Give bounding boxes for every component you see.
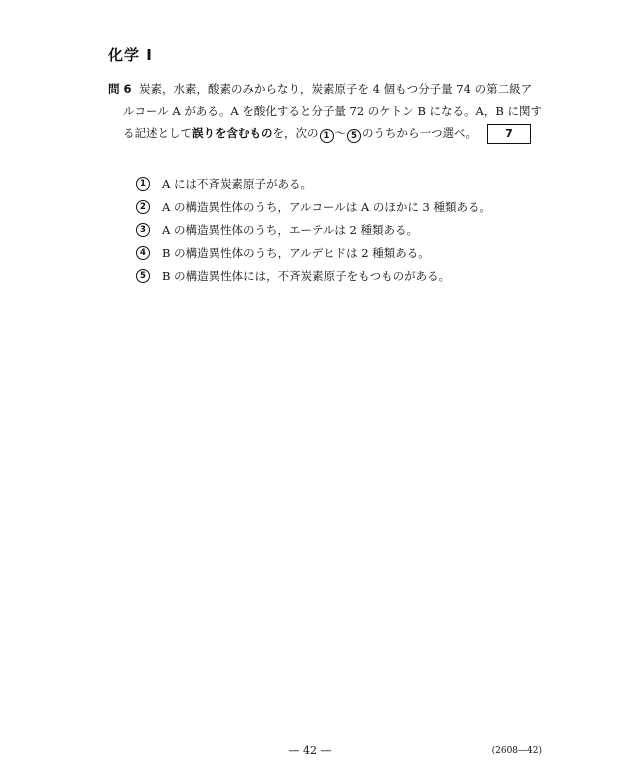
- range-separator: 〜: [334, 126, 346, 140]
- choice-text: A の構造異性体のうち，エーテルは 2 種類ある。: [162, 222, 419, 237]
- choice-text: B の構造異性体には，不斉炭素原子をもつものがある。: [162, 268, 451, 283]
- choice-number-icon: 4: [136, 246, 150, 260]
- choice-list: [136, 172, 536, 287]
- choice-3[interactable]: [136, 218, 536, 241]
- choice-5[interactable]: [136, 264, 536, 287]
- question-line-3-mid: を，次の: [272, 126, 319, 140]
- question-line-3: [123, 122, 527, 144]
- choice-number-icon: 2: [136, 200, 150, 214]
- emphasis-text: 誤りを含むもの: [192, 126, 273, 140]
- question-6: [108, 78, 542, 144]
- choice-text: A の構造異性体のうち，アルコールは A のほかに 3 種類ある。: [162, 199, 492, 214]
- circled-number-start: 1: [320, 129, 334, 143]
- question-text: [123, 78, 542, 144]
- choice-4[interactable]: [136, 241, 536, 264]
- answer-box[interactable]: 7: [487, 124, 531, 144]
- choice-2[interactable]: [136, 195, 536, 218]
- circled-number-end: 5: [347, 129, 361, 143]
- page-code: (2608—42): [491, 746, 542, 756]
- choice-text: A には不斉炭素原子がある。: [162, 176, 312, 191]
- choice-number-icon: 5: [136, 269, 150, 283]
- choice-text: B の構造異性体のうち，アルデヒドは 2 種類ある。: [162, 245, 430, 260]
- question-line-1: 炭素，水素，酸素のみからなり，炭素原子を 4 個もつ分子量 74 の第二級ア: [139, 82, 533, 96]
- question-number: 問 6: [108, 82, 132, 96]
- choice-number-icon: 3: [136, 223, 150, 237]
- choice-1[interactable]: [136, 172, 536, 195]
- question-line-3-post: のうちから一つ選べ。: [362, 126, 477, 140]
- question-line-2: ルコール A がある。A を酸化すると分子量 72 のケトン B になる。A，B に関す: [123, 104, 542, 118]
- choice-number-icon: 1: [136, 177, 150, 191]
- page-number: — 42 —: [288, 744, 332, 757]
- question-line-3-pre: る記述として: [123, 126, 192, 140]
- subject-title: 化学 I: [108, 46, 153, 64]
